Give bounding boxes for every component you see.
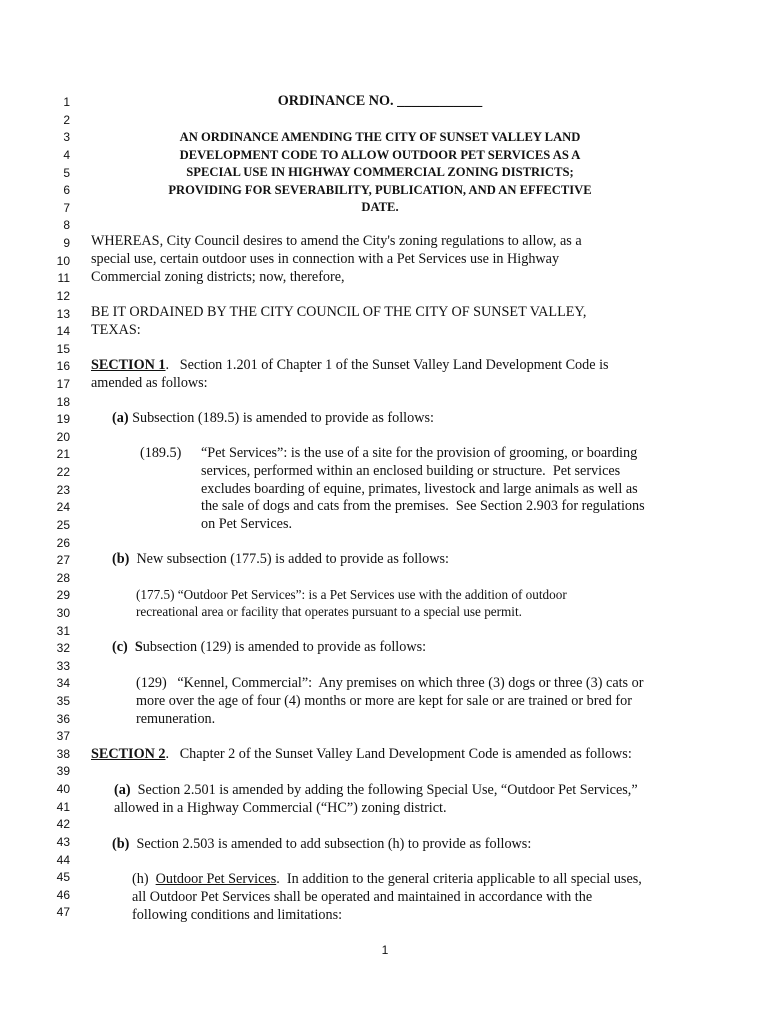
whereas-line: Commercial zoning districts; now, therefore, <box>91 269 345 285</box>
ordinance-title: ORDINANCE NO. ____________ <box>277 93 483 109</box>
line-number: 46 <box>56 888 70 902</box>
line-number: 33 <box>56 659 70 673</box>
line-number: 2 <box>63 113 70 127</box>
section-2-text: . Chapter 2 of the Sunset Valley Land Development Code is amended as follows: <box>165 746 632 762</box>
line-number: 19 <box>56 412 70 426</box>
line-number: 13 <box>56 307 70 321</box>
line-number: 20 <box>56 430 70 444</box>
subsection-h-title: Outdoor Pet Services <box>155 871 277 887</box>
line-number: 36 <box>56 712 70 726</box>
line-number: 16 <box>56 359 70 373</box>
subsection-c-label: (c) S <box>112 639 143 655</box>
line-number: 47 <box>56 905 70 919</box>
subsection-c-text: ubsection (129) is amended to provide as follows: <box>142 639 427 655</box>
line-number: 35 <box>56 694 70 708</box>
line-number: 15 <box>56 342 70 356</box>
definition-177-line: (177.5) “Outdoor Pet Services”: is a Pet Services use with the addition of outdoor <box>136 587 567 602</box>
line-number: 34 <box>56 676 70 690</box>
line-number: 27 <box>56 553 70 567</box>
line-number: 8 <box>63 218 70 232</box>
subsection-a-label: (a) <box>112 410 129 426</box>
line-number: 11 <box>57 271 70 285</box>
line-number: 25 <box>56 518 70 532</box>
section-2-b-text: Section 2.503 is amended to add subsection (h) to provide as follows: <box>129 836 532 852</box>
section-2-a-text: Section 2.501 is amended by adding the following Special Use, “Outdoor Pet Services,” <box>130 782 638 798</box>
section-1-label: SECTION 1 <box>91 357 166 373</box>
heading-line: AN ORDINANCE AMENDING THE CITY OF SUNSET VALLEY LAND <box>179 130 581 144</box>
page-number: 1 <box>381 943 389 957</box>
line-number: 29 <box>56 588 70 602</box>
line-number: 21 <box>56 447 70 461</box>
definition-189-line: excludes boarding of equine, primates, livestock and large animals as well as <box>201 481 638 497</box>
line-number: 44 <box>56 853 70 867</box>
subsection-h-line <box>132 870 642 888</box>
line-number: 4 <box>63 148 70 162</box>
line-number: 24 <box>56 500 70 514</box>
definition-189-line: the sale of dogs and cats from the premises. See Section 2.903 for regulations <box>201 498 645 514</box>
section-1-line <box>91 356 609 374</box>
line-number: 10 <box>56 254 70 268</box>
line-number: 9 <box>63 236 70 250</box>
ordained-line: BE IT ORDAINED BY THE CITY COUNCIL OF THE CITY OF SUNSET VALLEY, <box>91 304 587 320</box>
heading-line: SPECIAL USE IN HIGHWAY COMMERCIAL ZONING DISTRICTS; <box>186 165 574 179</box>
subsection-h-line: all Outdoor Pet Services shall be operated and maintained in accordance with the <box>132 889 593 905</box>
subsection-a <box>112 409 434 427</box>
line-number: 42 <box>56 817 70 831</box>
section-2-subsection-a <box>114 781 638 799</box>
line-number: 12 <box>56 289 70 303</box>
section-2-line <box>91 745 632 763</box>
ordained-line: TEXAS: <box>91 322 141 338</box>
whereas-line: WHEREAS, City Council desires to amend the City's zoning regulations to allow, as a <box>91 233 582 249</box>
section-2-subsection-b <box>112 835 531 853</box>
line-number: 37 <box>56 729 70 743</box>
subsection-b-label: (b) <box>112 551 130 567</box>
subsection-h-label: (h) <box>132 871 156 887</box>
definition-129-line: remuneration. <box>136 711 216 727</box>
line-number: 23 <box>56 483 70 497</box>
line-number: 14 <box>56 324 70 338</box>
whereas-line: special use, certain outdoor uses in connection with a Pet Services use in Highway <box>91 251 560 267</box>
line-number: 3 <box>63 130 70 144</box>
line-number: 38 <box>56 747 70 761</box>
heading-line: PROVIDING FOR SEVERABILITY, PUBLICATION, AND AN EFFECTIVE <box>168 183 592 197</box>
subsection-h-text: . In addition to the general criteria applicable to all special uses, <box>276 871 642 887</box>
line-number: 43 <box>56 835 70 849</box>
line-number: 30 <box>56 606 70 620</box>
definition-189-line: on Pet Services. <box>201 516 293 532</box>
line-number: 17 <box>56 377 70 391</box>
line-number: 18 <box>56 395 70 409</box>
section-1-line: amended as follows: <box>91 375 208 391</box>
heading-line: DEVELOPMENT CODE TO ALLOW OUTDOOR PET SERVICES AS A <box>179 148 581 162</box>
subsection-b-text: New subsection (177.5) is added to provide as follows: <box>129 551 449 567</box>
section-2-label: SECTION 2 <box>91 746 166 762</box>
line-number: 39 <box>56 764 70 778</box>
definition-189-line: services, performed within an enclosed building or structure. Pet services <box>201 463 621 479</box>
definition-129-line: more over the age of four (4) months or more are kept for sale or are trained or bred for <box>136 693 632 709</box>
heading-line: DATE. <box>361 200 399 214</box>
line-number: 31 <box>56 624 70 638</box>
definition-189-line: “Pet Services”: is the use of a site for the provision of grooming, or boarding <box>201 445 638 461</box>
section-2-a-label: (a) <box>114 782 131 798</box>
line-number: 45 <box>56 870 70 884</box>
line-number: 41 <box>56 800 70 814</box>
subsection-c <box>112 638 426 656</box>
line-number: 5 <box>63 166 70 180</box>
definition-189-number: (189.5) <box>140 445 182 461</box>
subsection-h-line: following conditions and limitations: <box>132 907 343 923</box>
subsection-b <box>112 550 449 568</box>
line-number: 7 <box>63 201 70 215</box>
section-2-a-line: allowed in a Highway Commercial (“HC”) zoning district. <box>114 800 447 816</box>
line-number: 1 <box>63 95 70 109</box>
section-1-text: . Section 1.201 of Chapter 1 of the Sunset Valley Land Development Code is <box>165 357 609 373</box>
definition-129-line: (129) “Kennel, Commercial”: Any premises on which three (3) dogs or three (3) cats or <box>136 675 644 691</box>
line-number: 6 <box>63 183 70 197</box>
line-number: 40 <box>56 782 70 796</box>
definition-177-line: recreational area or facility that operates pursuant to a special use permit. <box>136 604 522 619</box>
line-number: 22 <box>56 465 70 479</box>
section-2-b-label: (b) <box>112 836 130 852</box>
line-number: 28 <box>56 571 70 585</box>
line-number: 26 <box>56 536 70 550</box>
subsection-a-text: Subsection (189.5) is amended to provide as follows: <box>128 410 434 426</box>
line-number: 32 <box>56 641 70 655</box>
